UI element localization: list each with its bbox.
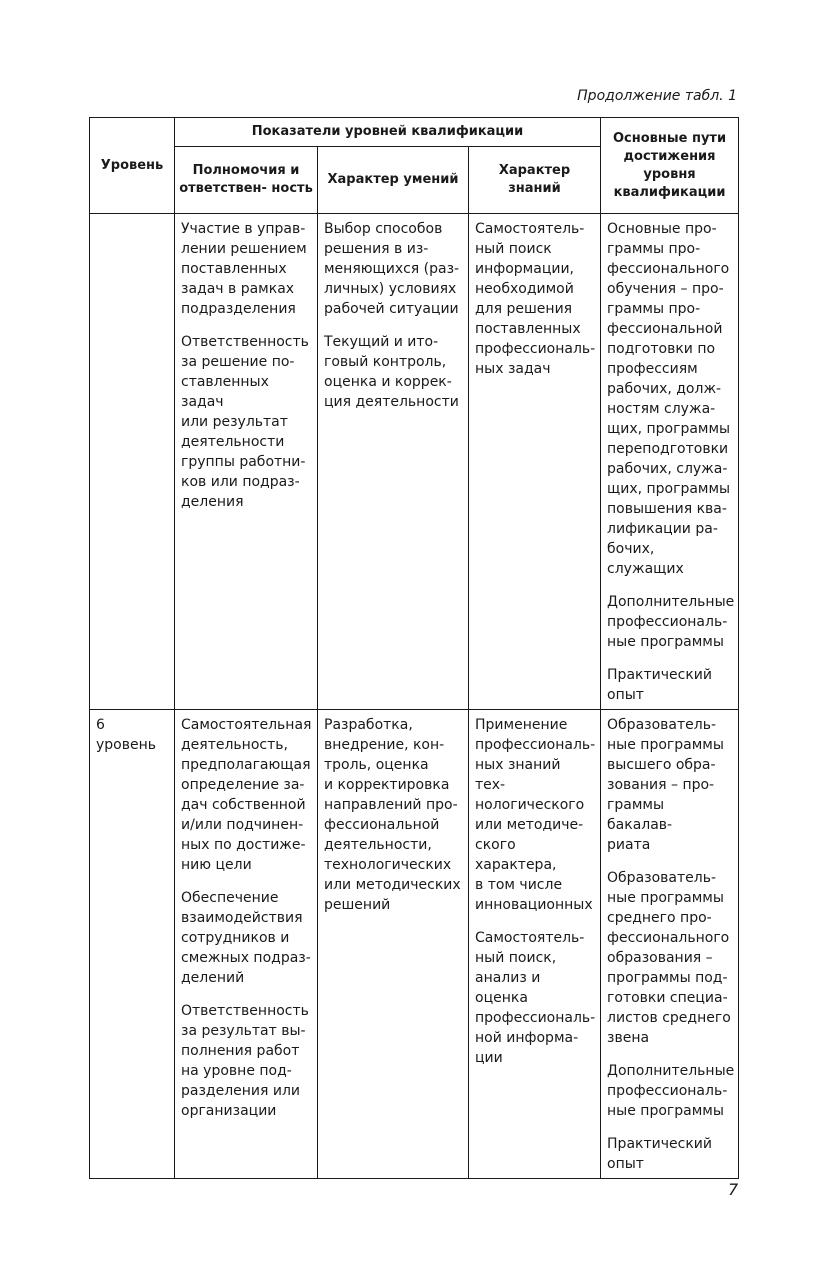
cell-authority	[175, 710, 318, 1179]
cell-level	[90, 214, 175, 710]
cell-skills	[318, 710, 469, 1179]
cell-paragraph: Образователь- ные программы высшего обра- зования – про- граммы бакалав- риата	[607, 717, 724, 853]
cell-paragraph: Основные про- граммы про- фессионального обучения – про- граммы про- фессиональной подготовки по профессиям рабочих, долж- ностям служа- щих, программы переподготовки рабочих, служа- щих, программы повышения ква- лификации ра- бочих, служащих	[607, 221, 731, 577]
cell-paragraph: Самостоятельная деятельность, предполагающая определение за- дач собственной и/или подчинен- ных по достиже- нию цели	[181, 717, 312, 873]
header-level: Уровень	[90, 118, 175, 214]
cell-paragraph: Дополнительные профессиональ- ные программы	[607, 594, 735, 650]
cell-skills	[318, 214, 469, 710]
header-paths: Основные пути достижения уровня квалификации	[601, 118, 739, 214]
header-knowledge: Характер знаний	[469, 147, 601, 214]
cell-paragraph: Ответственность за результат вы- полнения работ на уровне под- разделения или организации	[181, 1003, 309, 1119]
table-continuation-label: Продолжение табл. 1	[577, 88, 737, 104]
cell-paragraph: Самостоятель- ный поиск информации, необходимой для решения поставленных профессиональ- ных задач	[475, 221, 596, 377]
cell-paragraph: Практический опыт	[607, 667, 712, 703]
cell-paragraph: Участие в управ- лении решением поставленных задач в рамках подразделения	[181, 221, 307, 317]
cell-paths	[601, 214, 739, 710]
cell-paths	[601, 710, 739, 1179]
cell-paragraph: Разработка, внедрение, кон- троль, оценка и корректировка направлений про- фессиональной деятельности, технологических или методических решений	[324, 717, 461, 913]
header-indicators-group: Показатели уровней квалификации	[175, 118, 601, 147]
cell-paragraph: Ответственность за решение по- ставленных задач или результат деятельности группы работни- ков или подраз- деления	[181, 334, 309, 510]
header-skills: Характер умений	[318, 147, 469, 214]
table-row	[90, 710, 739, 1179]
cell-paragraph: Образователь- ные программы среднего про- фессионального образования – программы под- готовки специа- листов среднего звена	[607, 870, 731, 1046]
cell-paragraph: Выбор способов решения в из- меняющихся (раз- личных) условиях рабочей ситуации	[324, 221, 460, 317]
header-authority: Полномочия и ответствен- ность	[175, 147, 318, 214]
cell-level	[90, 710, 175, 1179]
cell-authority	[175, 214, 318, 710]
cell-knowledge	[469, 214, 601, 710]
cell-paragraph: Дополнительные профессиональ- ные программы	[607, 1063, 735, 1119]
cell-paragraph: Обеспечение взаимодействия сотрудников и смежных подраз- делений	[181, 890, 311, 986]
table-row	[90, 214, 739, 710]
cell-paragraph: Самостоятель- ный поиск, анализ и оценка профессиональ- ной информа- ции	[475, 930, 596, 1066]
level-label: 6 уровень	[96, 717, 157, 753]
cell-paragraph: Текущий и ито- говый контроль, оценка и коррек- ция деятельности	[324, 334, 459, 410]
cell-paragraph: Применение профессиональ- ных знаний тех- нологического или методиче- ского характера, в том числе инновационных	[475, 717, 596, 913]
cell-knowledge	[469, 710, 601, 1179]
page-number: 7	[728, 1180, 739, 1199]
qualification-table	[89, 117, 739, 1179]
cell-paragraph: Практический опыт	[607, 1136, 712, 1172]
